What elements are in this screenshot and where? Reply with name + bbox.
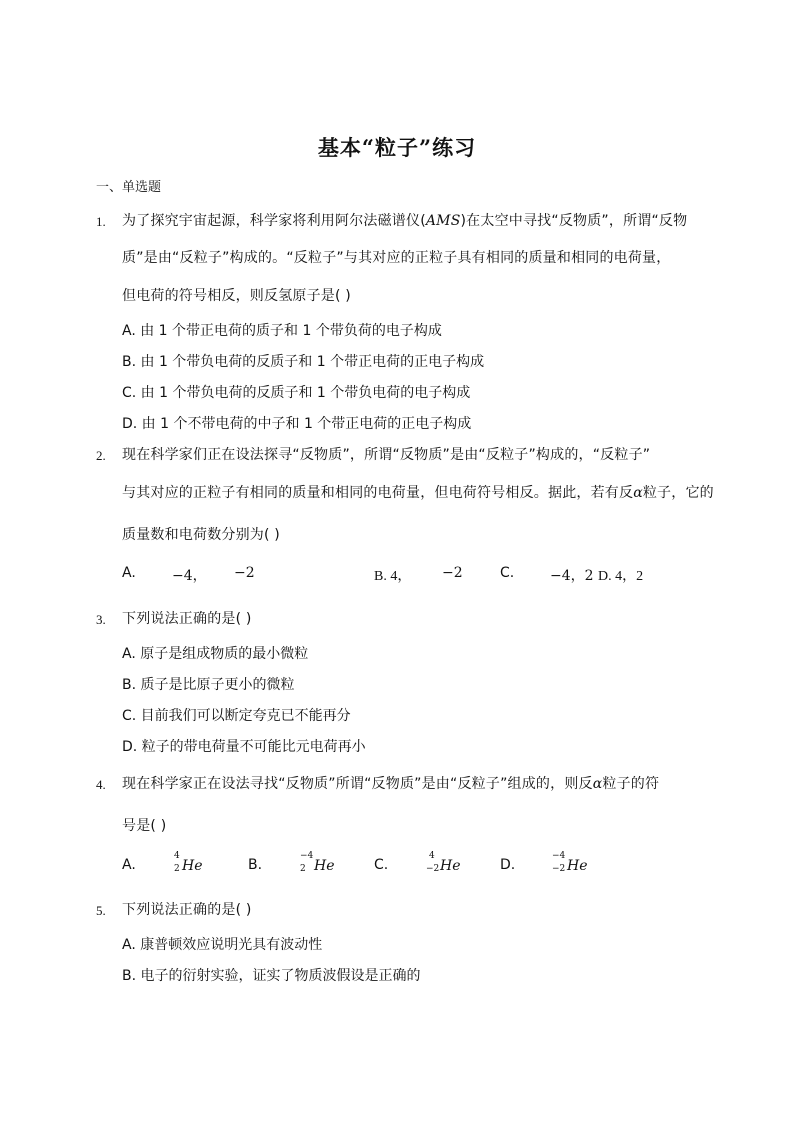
q4-c-symbol: He [440, 858, 461, 874]
q2-option-a-value-2: −2 [234, 565, 255, 581]
q1-text-a: 为了探究宇宙起源，科学家将利用阿尔法磁谱仪( [122, 213, 426, 229]
section-heading: 一、单选题 [96, 180, 162, 195]
question-1-option-b[interactable]: B. 由 1 个带负电荷的反质子和 1 个带正电荷的正电子构成 [122, 354, 485, 370]
question-1-number: 1. [96, 214, 106, 229]
q4-c-mass: 4 [429, 851, 435, 861]
q4-option-a-label[interactable]: A. [122, 857, 136, 873]
question-3-option-c[interactable]: C. 目前我们可以断定夸克已不能再分 [122, 708, 351, 724]
question-4-line-2: 号是( ) [122, 818, 167, 834]
question-3-option-b[interactable]: B. 质子是比原子更小的微粒 [122, 677, 295, 693]
q4-b-mass: −4 [300, 851, 314, 861]
question-3-line-1: 下列说法正确的是( ) [122, 611, 252, 627]
question-1-option-c[interactable]: C. 由 1 个带负电荷的反质子和 1 个带负电荷的电子构成 [122, 385, 471, 401]
q4-c-charge: −2 [426, 864, 440, 874]
question-4-line-1 [122, 773, 659, 793]
q4-option-d-label[interactable]: D. [500, 857, 516, 873]
question-3-number: 3. [96, 612, 106, 627]
q4-d-symbol: He [567, 858, 588, 874]
question-4-number: 4. [96, 777, 106, 792]
q4-b-charge: 2 [300, 864, 306, 874]
question-2-line-1: 现在科学家们正在设法探寻“反物质”，所谓“反物质”是由“反粒子”构成的，“反粒子” [122, 447, 651, 463]
question-5-option-b[interactable]: B. 电子的衍射实验，证实了物质波假设是正确的 [122, 968, 421, 984]
question-5-option-a[interactable]: A. 康普顿效应说明光具有波动性 [122, 937, 323, 953]
question-5-line-1: 下列说法正确的是( ) [122, 902, 252, 918]
q1-text-b: )在太空中寻找“反物质”，所谓“反物 [460, 213, 688, 229]
q4-text-b: 粒子的符 [602, 776, 660, 792]
q2-option-a-label[interactable]: A. [122, 565, 136, 581]
q1-math-ams: AMS [425, 213, 461, 229]
q4-text-a: 现在科学家正在设法寻找“反物质”所谓“反物质”是由“反粒子”组成的，则反 [122, 776, 593, 792]
q4-a-mass: 4 [174, 851, 180, 861]
question-1-option-d[interactable]: D. 由 1 个不带电荷的中子和 1 个带正电荷的正电子构成 [122, 416, 472, 432]
q2-option-b-value: −2 [442, 565, 463, 581]
q4-math-alpha: α [592, 776, 603, 792]
question-1-line-2: 质”是由“反粒子”构成的。“反粒子”与其对应的正粒子具有相同的质量和相同的电荷量， [122, 250, 671, 266]
question-1-line-3: 但电荷的符号相反，则反氢原子是( ) [122, 288, 351, 304]
q4-option-b-label[interactable]: B. [248, 857, 263, 873]
q2-option-c-label[interactable]: C. [500, 565, 515, 581]
q4-a-symbol: He [182, 858, 203, 874]
q2-option-a-value-1: −4， [172, 568, 207, 584]
question-2-line-3: 质量数和电荷数分别为( ) [122, 527, 280, 543]
q2-text-b: 粒子，它的 [642, 485, 714, 501]
q2-option-d[interactable]: D. 4，2 [598, 569, 644, 584]
question-5-number: 5. [96, 903, 106, 918]
question-1-option-a[interactable]: A. 由 1 个带正电荷的质子和 1 个带负荷的电子构成 [122, 323, 442, 339]
question-3-option-d[interactable]: D. 粒子的带电荷量不可能比元电荷再小 [122, 739, 366, 755]
q2-option-c-value: −4，2 [550, 568, 594, 584]
q2-option-b-label[interactable]: B. 4， [374, 569, 412, 584]
q4-a-charge: 2 [174, 864, 180, 874]
q4-option-c-label[interactable]: C. [374, 857, 389, 873]
question-2-number: 2. [96, 448, 106, 463]
q4-d-mass: −4 [552, 851, 566, 861]
q4-b-symbol: He [314, 858, 335, 874]
question-3-option-a[interactable]: A. 原子是组成物质的最小微粒 [122, 646, 309, 662]
page-title: 基本“粒子”练习 [317, 135, 477, 160]
question-2-line-2 [122, 482, 714, 502]
q2-text-a: 与其对应的正粒子有相同的质量和相同的电荷量，但电荷符号相反。据此，若有反 [122, 485, 634, 501]
q2-math-alpha: α [633, 485, 643, 501]
question-1-line-1 [122, 210, 687, 230]
q4-d-charge: −2 [552, 864, 566, 874]
